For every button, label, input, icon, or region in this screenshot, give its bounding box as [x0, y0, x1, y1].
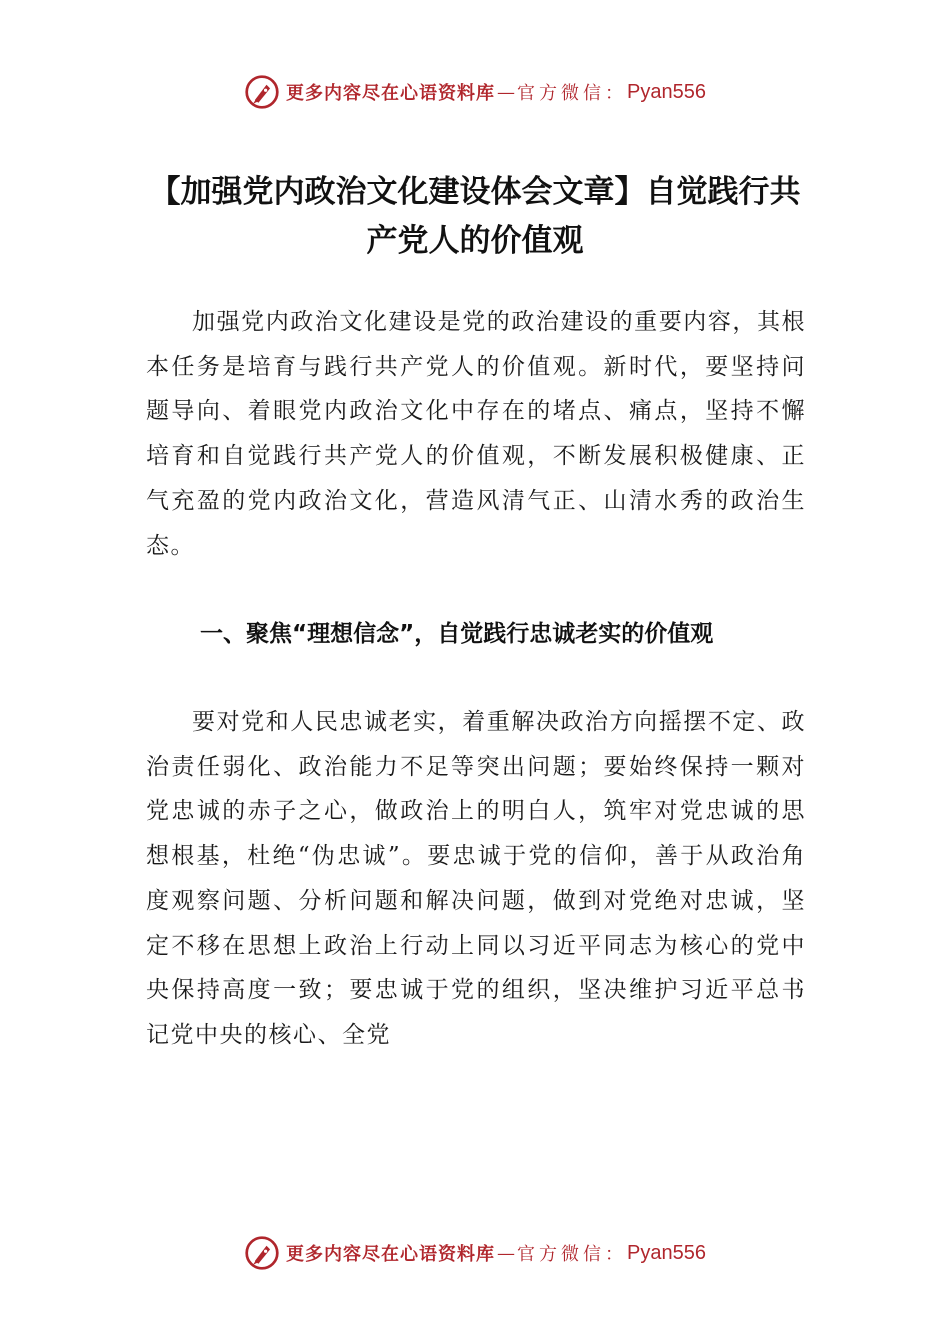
pen-nib-logo-icon	[244, 1235, 280, 1271]
paragraph-section-1: 要对党和人民忠诚老实，着重解决政治方向摇摆不定、政治责任弱化、政治能力不足等突出问题；要始终保持一颗对党忠诚的赤子之心，做政治上的明白人，筑牢对党忠诚的思想根基，杜绝“伪忠诚”。要忠诚于党的信仰，善于从政治角度观察问题、分析问题和解决问题，做到对党绝对忠诚，坚定不移在思想上政治上行动上同以习近平同志为核心的党中央保持高度一致；要忠诚于党的组织，坚决维护习近平总书记党中央的核心、全党	[146, 709, 806, 1048]
header-banner	[0, 72, 950, 112]
banner-wechat-id: Pyan556	[627, 1241, 706, 1264]
banner-text: 更多内容尽在心语资料库	[286, 1244, 496, 1265]
banner-wechat-label: 官方微信：	[517, 1244, 628, 1265]
banner-wechat-label: 官方微信：	[517, 83, 628, 104]
document-title: 【加强党内政治文化建设体会文章】自觉践行共产党人的价值观	[149, 174, 801, 259]
pen-nib-logo-icon	[244, 74, 280, 110]
banner-separator: —	[497, 1242, 516, 1264]
section-heading-1: 一、聚焦“理想信念”，自觉践行忠诚老实的价值观	[200, 621, 714, 647]
banner-separator: —	[497, 81, 516, 103]
banner-text: 更多内容尽在心语资料库	[286, 83, 496, 104]
banner-wechat-id: Pyan556	[627, 80, 706, 103]
paragraph-intro: 加强党内政治文化建设是党的政治建设的重要内容，其根本任务是培育与践行共产党人的价值观。新时代，要坚持问题导向、着眼党内政治文化中存在的堵点、痛点，坚持不懈培育和自觉践行共产党人的价值观，不断发展积极健康、正气充盈的党内政治文化，营造风清气正、山清水秀的政治生态。	[146, 309, 806, 559]
footer-banner	[0, 1233, 950, 1273]
